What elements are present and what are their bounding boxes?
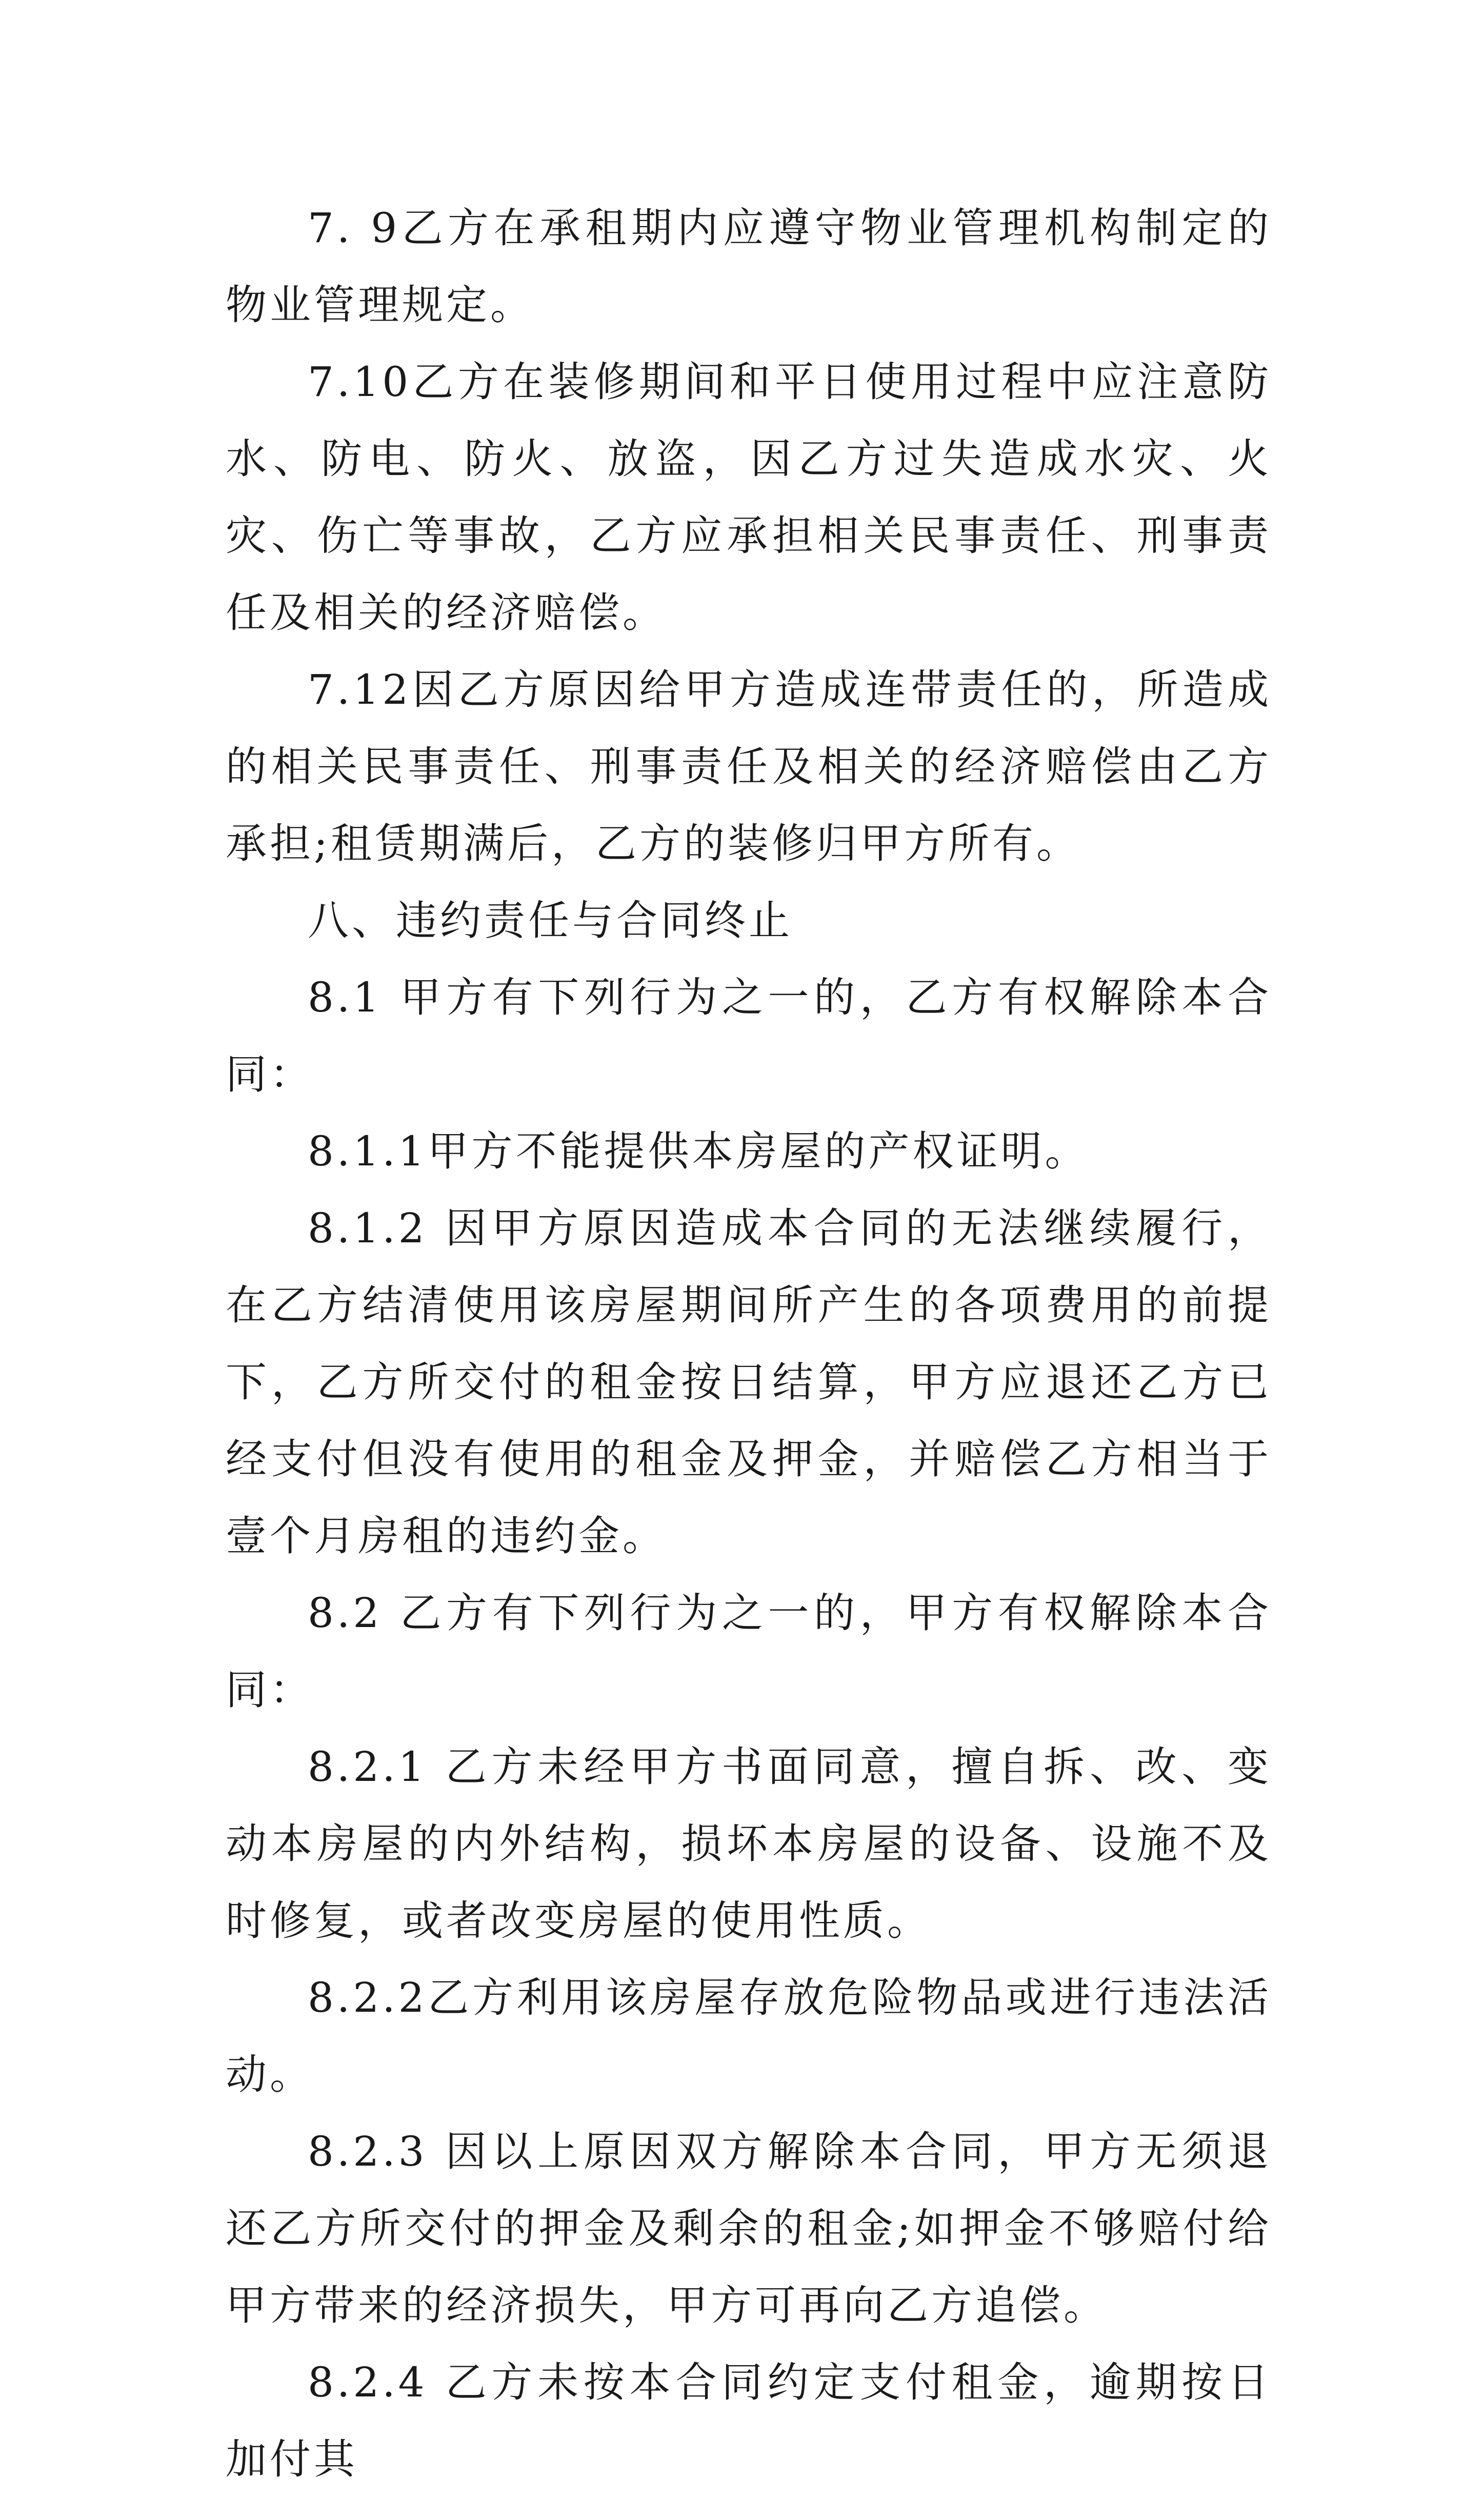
clause-8-1-1: 8.1.1甲方不能提供本房屋的产权证明。: [308, 1127, 1089, 1175]
clause-8-2-4: 8.2.4 乙方未按本合同约定支付租金，逾期按日加付其: [226, 2358, 1272, 2483]
section-heading-8: 八、违约责任与合同终止: [308, 897, 793, 944]
clause-8-1: 8.1 甲方有下列行为之一的，乙方有权解除本合同：: [226, 974, 1272, 1098]
document-body: [226, 190, 1272, 2498]
clause-8-2-3: 8.2.3 因以上原因双方解除本合同，甲方无须退还乙方所交付的押金及剩余的租金;如押金不够赔付给甲方带来的经济损失，甲方可再向乙方追偿。: [226, 2128, 1272, 2329]
clause-7-9: 7. 9乙方在承租期内应遵守物业管理机构制定的物业管理规定。: [226, 204, 1272, 329]
clause-8-2: 8.2 乙方有下列行为之一的，甲方有权解除本合同：: [226, 1589, 1272, 1714]
clause-7-12: 7.12因乙方原因给甲方造成连带责任的，所造成的相关民事责任、刑事责任及相关的经济赔偿由乙方承担;租赁期满后，乙方的装修归甲方所有。: [226, 666, 1272, 867]
clause-7-10: 7.10乙方在装修期间和平日使用过程中应注意防水、防电、防火、放盗，因乙方过失造成水灾、火灾、伤亡等事故，乙方应承担相关民事责任、刑事责任及相关的经济赔偿。: [226, 358, 1272, 637]
clause-8-1-2: 8.1.2 因甲方原因造成本合同的无法继续履行，在乙方结清使用该房屋期间所产生的各项费用的前提 下，乙方所交付的租金按日结算，甲方应退还乙方已经支付但没有使用的租金及押金，并赔偿乙方相当于壹个月房租的违约金。: [226, 1204, 1272, 1560]
clause-8-2-1: 8.2.1 乙方未经甲方书面同意，擅自拆、改、变动本房屋的内外结构，损坏本房屋的设备、设施不及时修复，或者改变房屋的使用性质。: [226, 1743, 1272, 1945]
clause-8-2-2: 8.2.2乙方利用该房屋存放危险物品或进行违法活动。: [226, 1974, 1272, 2098]
